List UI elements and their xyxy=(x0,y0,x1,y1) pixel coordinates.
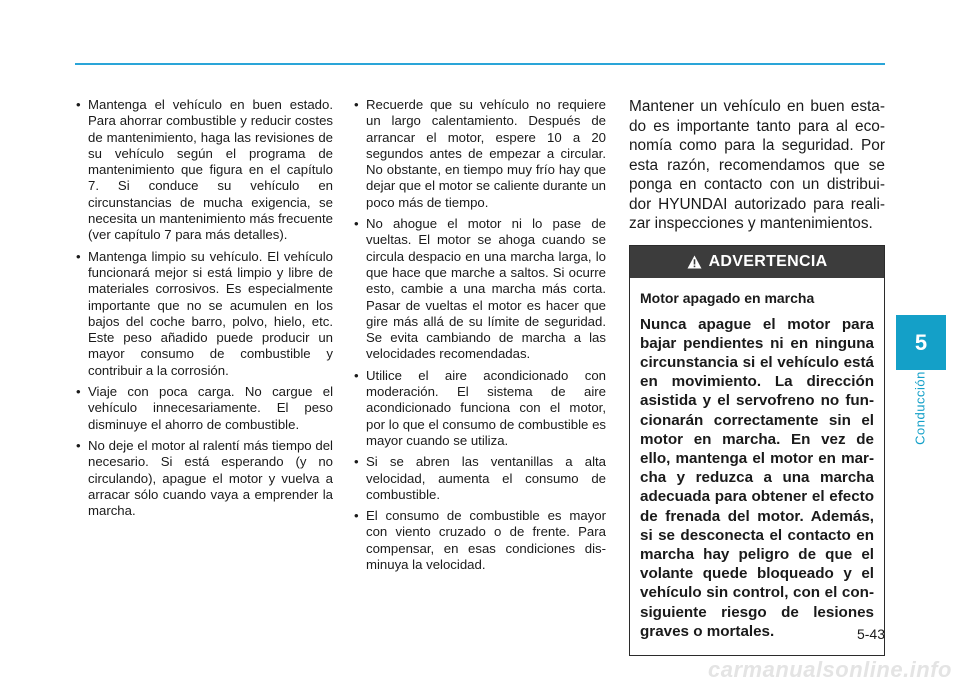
column-1 xyxy=(75,97,333,524)
bullet-list-1 xyxy=(75,97,333,519)
bullet-dot: • xyxy=(354,216,359,232)
list-item: • Recuerde que su vehículo no requiere un largo calentamiento. Después de arrancar el motor, espere 10 a 20 segundos antes de empezar a circular. No obstante, en tiempo muy frío hay que dejar que el motor se caliente durante un poco más de tiempo. xyxy=(354,97,606,210)
column-2 xyxy=(353,97,606,578)
warning-header-label: ADVERTENCIA xyxy=(708,252,828,270)
top-rule xyxy=(75,63,885,65)
bullet-list-2 xyxy=(353,97,606,573)
intro-paragraph: Mantener un vehículo en buen estado es importante tanto para al economía como para la seguridad. Por esta razón, recomendamos que se ponga en contacto con un distribuidor HYUNDAI autorizado para realizar inspecciones y mantenimientos. xyxy=(629,98,885,232)
list-item: • Si se abren las ventanillas a alta velocidad, aumenta el consumo de combustible. xyxy=(354,454,606,502)
bullet-dot: • xyxy=(354,367,359,383)
list-item: • No deje el motor al ralentí más tiempo del necesario. Si está esperando (y no circulando), apague el motor y vuelva a arracar sólo cuando vaya a emprender la marcha. xyxy=(76,437,333,519)
list-item: • Utilice el aire acondicionado con moderación. El sistema de aire acondicionado funciona con el motor, por lo que el consumo de combustible es mayor cuando se utiliza. xyxy=(354,367,606,448)
column-3 xyxy=(629,97,885,656)
bullet-dot: • xyxy=(354,97,359,112)
list-item: • Mantenga el vehículo en buen estado. Para ahorrar combustible y reducir costes de mantenimiento, haga las revisiones de su vehículo según el programa de mantenimiento que figura en el capítulo 7. Si conduce su vehículo en circunstancias de mucha exigencia, se necesita un mantenimiento más frecuente (ver capítulo 7 para más detalles). xyxy=(76,97,333,243)
bullet-dot: • xyxy=(76,248,81,264)
warning-text: Nunca apague el motor para bajar pendientes ni en ninguna circunstancia si el vehículo está en movimiento. La dirección asistida y el servofreno no funcionarán correctamente sin el motor en marcha. En vez de ello, mantenga el motor en marcha y reduzca a una marcha adecuada para obtener el efecto de frenada del motor. Además, si se desconecta el contacto en marcha hay peligro de que el volante quede bloqueado y el vehículo sin control, con el consiguiente riesgo de lesiones graves o mortales. xyxy=(640,315,874,640)
warning-body xyxy=(630,278,884,655)
bullet-dot: • xyxy=(76,97,81,112)
page-number: 5-43 xyxy=(856,626,885,642)
chapter-tab: 5 xyxy=(896,315,946,370)
bullet-dot: • xyxy=(354,454,359,470)
list-item: • El consumo de combustible es mayor con viento cruzado o de frente. Para compensar, en esas condiciones disminuya la velocidad. xyxy=(354,508,606,573)
warning-title: Motor apagado en marcha xyxy=(640,289,815,306)
list-item: • Mantenga limpio su vehículo. El vehículo funcionará mejor si está limpio y libre de materiales corrosivos. Es especialmente importante que no se acumulen en los bajos del coche barro, polvo, hielo, etc. Este peso añadido puede producir un mayor consumo de combustible y contribuir a la corrosión. xyxy=(76,248,333,378)
warning-box xyxy=(629,245,885,656)
watermark: carmanualsonline.info xyxy=(708,657,952,682)
list-item: • Viaje con poca carga. No cargue el vehículo innecesariamente. El peso disminuye el ahorro de combustible. xyxy=(76,384,333,432)
bullet-dot: • xyxy=(76,384,81,400)
warning-triangle-icon xyxy=(687,255,702,269)
chapter-label: Conducción xyxy=(912,371,928,445)
bullet-dot: • xyxy=(354,508,359,524)
warning-header xyxy=(630,246,884,278)
bullet-dot: • xyxy=(76,437,81,453)
list-item: • No ahogue el motor ni lo pase de vueltas. El motor se ahoga cuando se circula despacio en una marcha larga, lo que hace que marche a saltos. Si ocurre esto, cambie a una marcha más corta. Pasar de vueltas el motor es hacer que gire más allá de su límite de seguridad. Se evita cambiando de marcha a las velocidades recomendadas. xyxy=(354,216,606,362)
